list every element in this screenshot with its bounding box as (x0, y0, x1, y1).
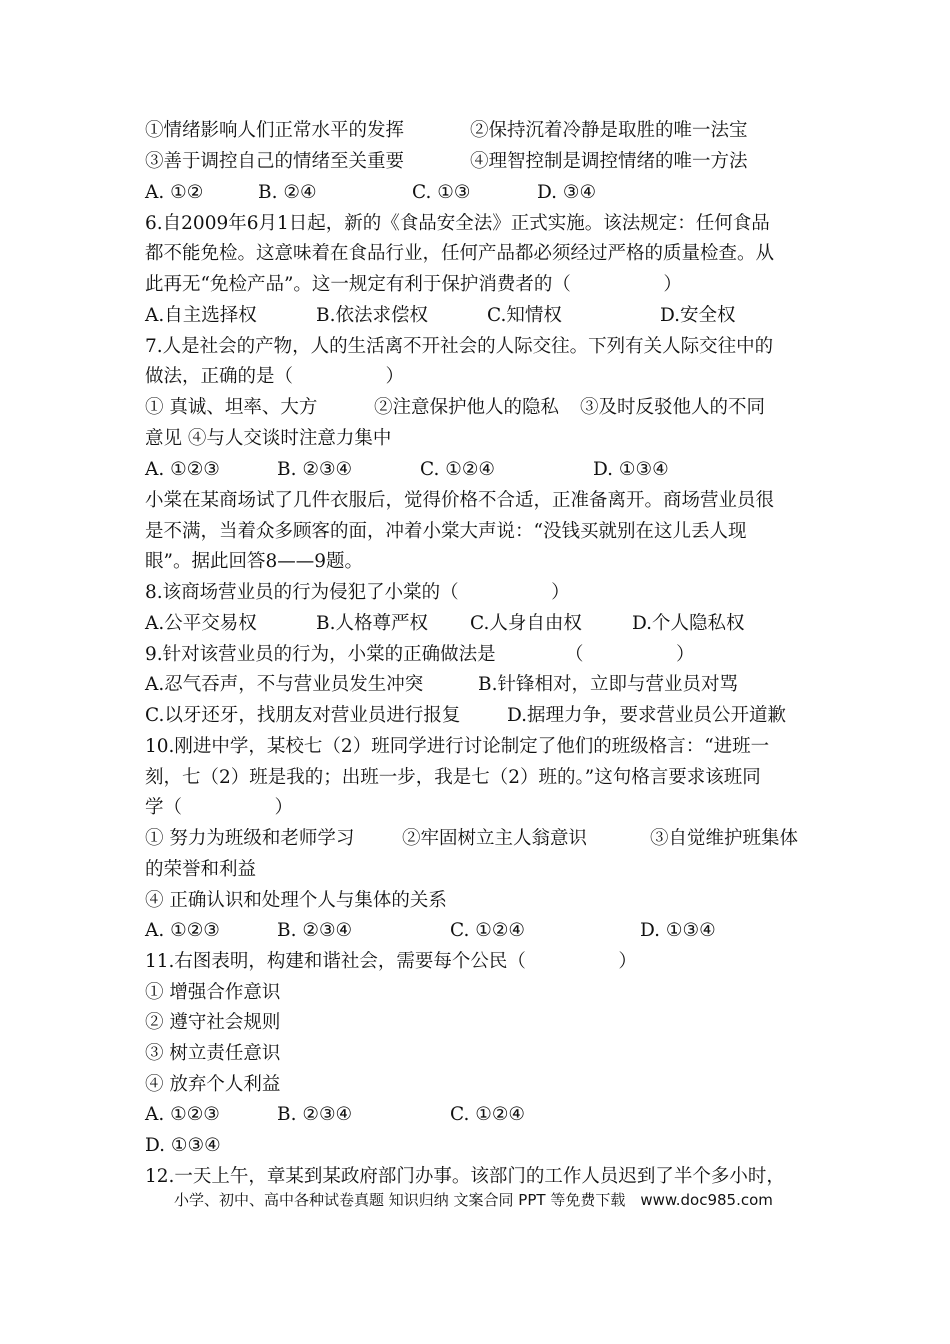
option-segment: B.针锋相对，立即与营业员对骂 (478, 674, 738, 695)
option-segment: B.人格尊严权 (316, 613, 428, 634)
option-segment: C. ①②④ (450, 920, 526, 941)
option-segment: A. ①② (145, 182, 204, 203)
option-segment: D. ③④ (537, 182, 597, 203)
option-segment: D.据理力争，要求营业员公开道歉 (507, 705, 787, 726)
option-segment: A.自主选择权 (145, 305, 257, 326)
line-text: 7.人是社会的产物，人的生活离不开社会的人际交往。下列有关人际交往中的 (145, 336, 774, 357)
line-text: 11.右图表明，构建和谐社会，需要每个公民（ ） (145, 951, 637, 972)
option-segment: B.依法求偿权 (316, 305, 428, 326)
option-segment: D. ①③④ (593, 459, 669, 480)
option-segment: ① 努力为班级和老师学习 (145, 828, 355, 849)
option-segment: ① 真诚、坦率、大方 (145, 397, 318, 418)
option-segment: C.人身自由权 (470, 613, 582, 634)
option-segment: A. ①②③ (145, 459, 220, 480)
line-text: 刻，七（2）班是我的；出班一步，我是七（2）班的。”这句格言要求该班同 (145, 767, 761, 788)
option-segment: D.个人隐私权 (632, 613, 745, 634)
line-text: D. ①③④ (145, 1135, 221, 1156)
option-segment: B. ②③④ (277, 459, 353, 480)
option-segment: A.忍气吞声，不与营业员发生冲突 (145, 674, 424, 695)
line-text: 眼”。据此回答8——9题。 (145, 551, 363, 572)
line-text: ④ 正确认识和处理个人与集体的关系 (145, 890, 447, 911)
option-segment: ②注意保护他人的隐私 (374, 397, 560, 418)
option-segment: C.以牙还牙，找朋友对营业员进行报复 (145, 705, 461, 726)
line-text: 的荣誉和利益 (145, 859, 257, 880)
option-segment: C. ①②④ (450, 1104, 526, 1125)
option-segment: ②牢固树立主人翁意识 (402, 828, 588, 849)
line-text: 意见 ④与人交谈时注意力集中 (145, 428, 392, 449)
line-text: 是不满，当着众多顾客的面，冲着小棠大声说：“没钱买就别在这儿丢人现 (145, 521, 747, 542)
line-text: ④ 放弃个人利益 (145, 1074, 281, 1095)
option-segment: A. ①②③ (145, 920, 220, 941)
option-segment: 9.针对该营业员的行为，小棠的正确做法是 (145, 644, 496, 665)
option-segment: ②保持沉着冷静是取胜的唯一法宝 (470, 120, 748, 141)
line-text: 10.刚进中学，某校七（2）班同学进行讨论制定了他们的班级格言：“进班一 (145, 736, 770, 757)
line-text: 此再无“免检产品”。这一规定有利于保护消费者的（ ） (145, 274, 682, 295)
option-segment: C. ①③ (412, 182, 471, 203)
line-text: 小棠在某商场试了几件衣服后，觉得价格不合适，正准备离开。商场营业员很 (145, 490, 775, 511)
option-segment: （ ） (565, 644, 695, 665)
option-segment: A. ①②③ (145, 1104, 220, 1125)
line-text: ③ 树立责任意识 (145, 1043, 281, 1064)
option-segment: B. ②③④ (277, 920, 353, 941)
option-segment: ①情绪影响人们正常水平的发挥 (145, 120, 405, 141)
option-segment: ③自觉维护班集体 (650, 828, 799, 849)
option-segment: B. ②③④ (277, 1104, 353, 1125)
line-text: ① 增强合作意识 (145, 982, 281, 1003)
footer-text: 小学、初中、高中各种试卷真题 知识归纳 文案合同 PPT 等免费下载 www.doc985.com (174, 1191, 773, 1209)
line-text: 都不能免检。这意味着在食品行业，任何产品都必须经过严格的质量检查。从 (145, 243, 775, 264)
line-text: 12.一天上午，章某到某政府部门办事。该部门的工作人员迟到了半个多小时， (145, 1166, 785, 1187)
option-segment: A.公平交易权 (145, 613, 257, 634)
option-segment: B. ②④ (258, 182, 317, 203)
option-segment: ③善于调控自己的情绪至关重要 (145, 151, 405, 172)
option-segment: ③及时反驳他人的不同 (580, 397, 766, 418)
option-segment: C. ①②④ (420, 459, 496, 480)
line-text: 6.自2009年6月1日起，新的《食品安全法》正式实施。该法规定：任何食品 (145, 213, 770, 234)
line-text: 学（ ） (145, 797, 294, 818)
line-text: 做法，正确的是（ ） (145, 366, 405, 387)
option-segment: C.知情权 (487, 305, 562, 326)
option-segment: D.安全权 (660, 305, 736, 326)
option-segment: D. ①③④ (640, 920, 716, 941)
line-text: 8.该商场营业员的行为侵犯了小棠的（ ） (145, 582, 570, 603)
line-text: ② 遵守社会规则 (145, 1012, 281, 1033)
option-segment: ④理智控制是调控情绪的唯一方法 (470, 151, 748, 172)
